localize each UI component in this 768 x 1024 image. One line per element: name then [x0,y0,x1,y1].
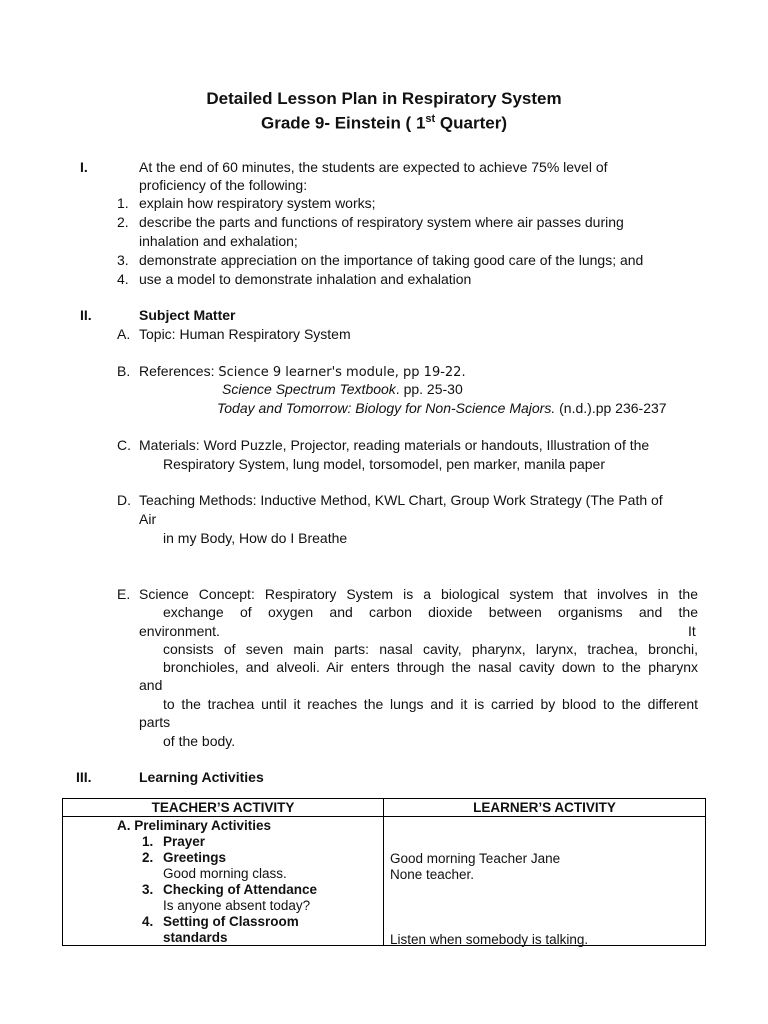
item-letter: B. [117,363,131,379]
column-header: TEACHER’S ACTIVITY [63,799,384,817]
list-number: 1. [142,834,154,849]
objective-text-cont: inhalation and exhalation; [139,233,298,249]
objective-number: 4. [117,271,129,287]
activity-detail: Good morning class. [163,866,287,881]
reference-book [217,399,667,417]
objective-text: describe the parts and functions of respiratory system where air passes during [139,214,624,230]
reference-module: Science 9 learner's module, pp 19-22. [218,365,466,380]
column-header: LEARNER’S ACTIVITY [384,799,706,817]
objectives-intro-cont: proficiency of the following: [139,177,308,193]
section-numeral: II. [80,307,92,323]
section-numeral: III. [76,769,92,785]
materials-text: Materials: Word Puzzle, Projector, reading materials or handouts, Illustration of the [139,437,650,453]
topic-text: Topic: Human Respiratory System [139,326,351,342]
learner-response: Listen when somebody is talking. [390,932,589,947]
list-number: 2. [142,850,154,865]
item-letter: E. [117,586,131,602]
list-number: 4. [142,914,154,929]
item-letter: C. [117,437,131,453]
references-line [139,362,466,382]
subtitle-text-end: Quarter) [435,113,507,133]
section-numeral: I. [80,159,88,175]
subtitle-text: Grade 9- Einstein ( 1 [261,113,426,133]
references-label: References: [139,363,219,379]
activity-item: Prayer [163,834,206,849]
preliminary-activities-heading: A. Preliminary Activities [117,818,272,833]
teaching-methods-cont: Air [139,511,157,527]
science-concept-line: It [688,623,696,639]
section-heading: Learning Activities [139,769,264,785]
activity-item-cont: standards [163,930,228,945]
objective-number: 3. [117,252,129,268]
learner-activity-cell [384,817,706,946]
activity-item: Checking of Attendance [163,882,318,897]
activity-item: Greetings [163,850,227,865]
objective-text: explain how respiratory system works; [139,195,376,211]
science-concept-line: bronchioles, and alveoli. Air enters through the nasal cavity down to the pharynx [163,659,698,675]
reference-book-title: Today and Tomorrow: Biology for Non-Science Majors. [217,400,556,416]
item-letter: A. [117,326,131,342]
subtitle-superscript: st [425,113,436,125]
activities-table [62,798,706,946]
table-row [63,817,706,946]
reference-book-pages: (n.d.).pp 236-237 [555,400,667,416]
science-concept-line: environment. [139,623,220,639]
teacher-activity-cell [63,817,384,946]
section-heading: Subject Matter [139,307,236,323]
objective-text: demonstrate appreciation on the importance of taking good care of the lungs; and [139,252,644,268]
activity-detail: Is anyone absent today? [163,898,311,913]
learner-response: Good morning Teacher Jane [390,851,561,866]
document-title: Detailed Lesson Plan in Respiratory System [206,89,562,108]
teaching-methods-text: Teaching Methods: Inductive Method, KWL Chart, Group Work Strategy (The Path of [139,492,663,508]
teaching-methods-cont: in my Body, How do I Breathe [163,530,348,546]
materials-text-cont: Respiratory System, lung model, torsomodel, pen marker, manila paper [163,456,605,472]
science-concept-line: consists of seven main parts: nasal cavity, pharynx, larynx, trachea, bronchi, [163,641,698,657]
table-header-row [63,799,706,817]
science-concept-line: to the trachea until it reaches the lungs and it is carried by blood to the different [163,696,698,712]
reference-textbook [222,380,463,398]
activity-item: Setting of Classroom [163,914,299,929]
science-concept-line: of the body. [163,733,236,749]
learner-response: None teacher. [390,867,475,882]
science-concept-line: parts [139,714,171,730]
science-concept-line: exchange of oxygen and carbon dioxide between organisms and the [163,604,698,620]
objective-number: 2. [117,214,129,230]
reference-textbook-title: Science Spectrum Textbook [222,381,396,397]
document-subtitle [0,113,768,134]
item-letter: D. [117,492,131,508]
objectives-intro: At the end of 60 minutes, the students are expected to achieve 75% level of [139,159,608,175]
science-concept-line: Science Concept: Respiratory System is a biological system that involves in the [139,586,698,602]
objective-text: use a model to demonstrate inhalation and exhalation [139,271,472,287]
reference-textbook-pages: . pp. 25-30 [395,381,463,397]
list-number: 3. [142,882,154,897]
objective-number: 1. [117,195,129,211]
science-concept-line: and [139,677,163,693]
